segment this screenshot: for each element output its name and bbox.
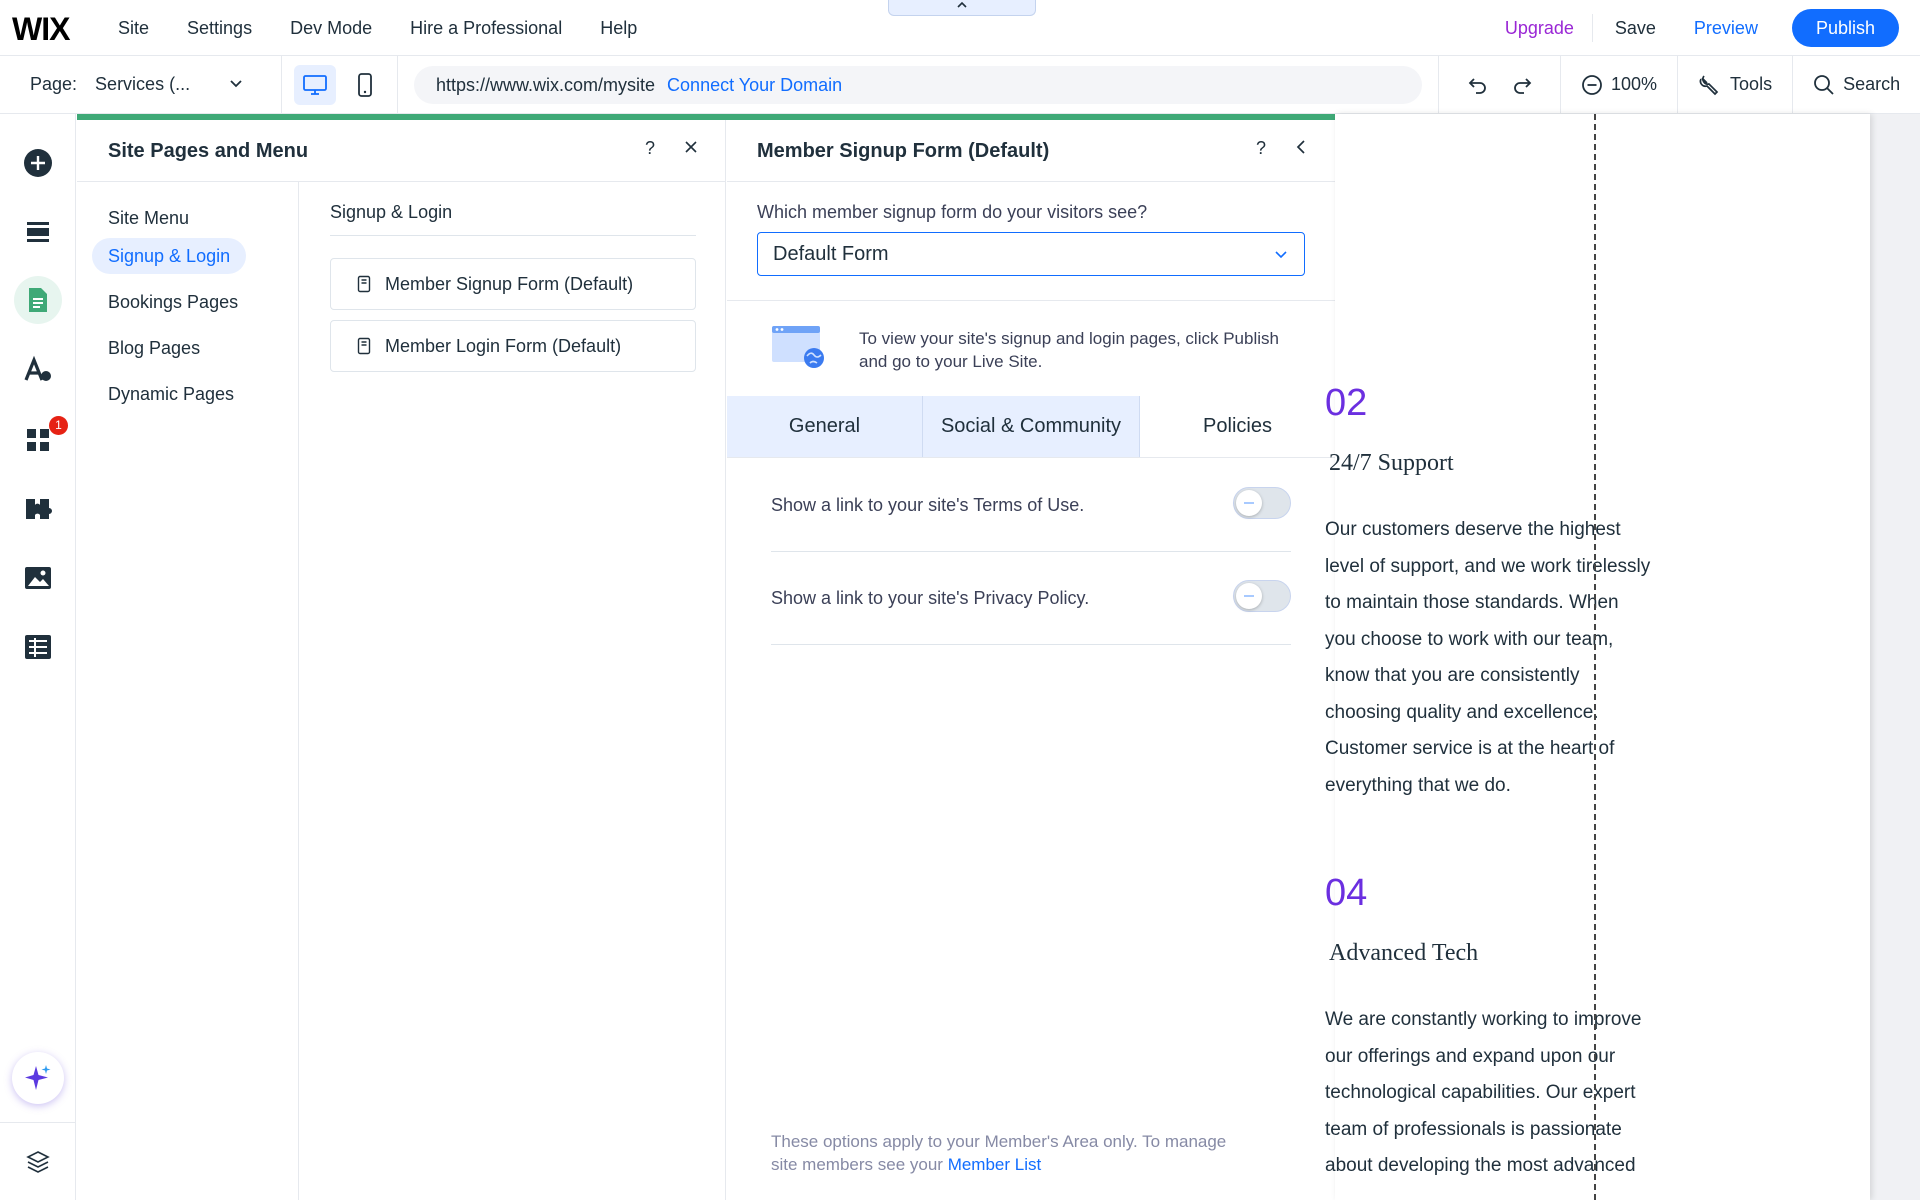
tools-label: Tools: [1730, 74, 1773, 94]
footer-text: These options apply to your Member's Area only. To manage site members see your: [771, 1132, 1227, 1174]
chevron-left-icon: [1293, 138, 1309, 156]
chevron-down-icon: [1272, 245, 1290, 263]
text-line: choosing quality and excellence.: [1325, 701, 1599, 723]
page-item-label: Member Login Form (Default): [385, 335, 622, 356]
add-elements-button[interactable]: [14, 139, 62, 187]
service-description[interactable]: [1325, 1002, 1685, 1185]
menu-site[interactable]: Site: [118, 17, 150, 38]
close-icon: [683, 139, 699, 155]
terms-of-use-label: Show a link to your site's Terms of Use.: [771, 495, 1085, 515]
info-notice: [727, 300, 1335, 396]
menu-help[interactable]: Help: [600, 17, 638, 38]
device-switcher: [282, 56, 398, 113]
menu-hire-professional[interactable]: Hire a Professional: [410, 17, 563, 38]
menu-settings[interactable]: Settings: [187, 17, 253, 38]
page-icon: [357, 275, 371, 293]
nav-bookings-pages[interactable]: Bookings Pages: [108, 292, 239, 312]
apps-icon: [25, 427, 51, 453]
tab-policies[interactable]: Policies: [1140, 396, 1335, 457]
sections-icon: [24, 218, 52, 246]
text-line: our offerings and expand upon our: [1325, 1045, 1616, 1067]
mobile-icon: [356, 72, 374, 98]
layers-button[interactable]: [14, 1138, 62, 1186]
info-text: To view your site's signup and login pages, click Publish and go to your Live Site.: [859, 329, 1279, 371]
member-list-link[interactable]: Member List: [947, 1155, 1042, 1174]
sidebar-divider: [0, 1122, 76, 1123]
editor-toolbar: [0, 56, 1920, 114]
privacy-policy-label: Show a link to your site's Privacy Policy.: [771, 588, 1090, 608]
collapse-toolbar-handle[interactable]: [888, 0, 1036, 16]
text-line: everything that we do.: [1325, 774, 1511, 796]
text-line: technological capabilities. Our expert: [1325, 1082, 1636, 1103]
site-pages-panel: [77, 120, 726, 1200]
gridline-guide: [1594, 114, 1596, 1200]
text-line: about developing the most advanced: [1325, 1155, 1636, 1176]
ai-assistant-button[interactable]: [12, 1052, 64, 1104]
menu-dev-mode[interactable]: Dev Mode: [290, 17, 373, 38]
terms-of-use-row: [771, 459, 1291, 552]
undo-redo-group: [1438, 56, 1560, 113]
panel-header: [77, 120, 726, 182]
pages-icon: [25, 286, 51, 314]
top-bar: [0, 0, 1920, 56]
cms-button[interactable]: [14, 623, 62, 671]
layers-icon: [25, 1149, 51, 1175]
media-button[interactable]: [14, 554, 62, 602]
terms-of-use-toggle[interactable]: [1233, 487, 1291, 519]
wrench-icon: [1698, 73, 1722, 97]
mobile-view-button[interactable]: [344, 65, 386, 105]
help-icon[interactable]: ?: [645, 138, 656, 158]
desktop-view-button[interactable]: [294, 65, 336, 105]
text-line: We are constantly working to improve: [1325, 1009, 1642, 1030]
text-line: team of professionals is passionate: [1325, 1118, 1622, 1140]
editor-canvas[interactable]: [1325, 114, 1920, 1200]
text-line: know that you are consistently: [1325, 665, 1580, 686]
nav-dynamic-pages[interactable]: Dynamic Pages: [108, 384, 235, 404]
site-url: https://www.wix.com/mysite: [436, 74, 656, 95]
text-line: Customer service is at the heart of: [1325, 738, 1615, 759]
help-icon[interactable]: ?: [1256, 138, 1267, 158]
section-title: Signup & Login: [330, 202, 696, 236]
service-number[interactable]: 02: [1325, 382, 1368, 424]
site-design-button[interactable]: [14, 346, 62, 394]
media-icon: [24, 566, 52, 590]
ai-assistant-icon: [23, 1063, 53, 1093]
redo-icon[interactable]: [1510, 73, 1534, 97]
toggle-knob: [1236, 490, 1262, 516]
page-item-member-login[interactable]: [330, 320, 696, 372]
privacy-policy-row: [771, 552, 1291, 645]
service-description[interactable]: [1325, 512, 1685, 804]
page-selector[interactable]: [0, 56, 282, 113]
close-panel-button[interactable]: [683, 138, 699, 161]
nav-blog-pages[interactable]: Blog Pages: [108, 338, 201, 358]
service-title[interactable]: Advanced Tech: [1329, 940, 1479, 966]
tab-social-community[interactable]: Social & Community: [923, 396, 1140, 457]
text-line: Our customers deserve the highest: [1325, 519, 1621, 540]
zoom-control[interactable]: [1560, 56, 1677, 113]
toggle-knob: [1236, 583, 1262, 609]
site-page: [1325, 114, 1870, 1200]
publish-button[interactable]: Publish: [1792, 9, 1899, 47]
nav-signup-login[interactable]: Signup & Login: [92, 238, 246, 274]
page-selector-value: Services (...: [95, 74, 191, 94]
page-item-label: Member Signup Form (Default): [385, 273, 634, 294]
member-signup-panel: [727, 120, 1335, 1200]
business-tools-button[interactable]: [14, 485, 62, 533]
desktop-icon: [302, 73, 328, 97]
signup-panel-header: [727, 120, 1335, 182]
business-icon: [23, 495, 53, 523]
form-question: Which member signup form do your visitors see?: [757, 202, 1148, 222]
search-icon: [1813, 74, 1835, 96]
pages-menu-button[interactable]: [14, 276, 62, 324]
signup-form-dropdown[interactable]: [757, 232, 1305, 276]
search-button[interactable]: [1792, 56, 1922, 113]
right-tools: [1438, 56, 1922, 113]
preview-button[interactable]: Preview: [1693, 17, 1758, 38]
nav-site-menu[interactable]: Site Menu: [108, 208, 190, 228]
page-selector-label: Page:: [30, 74, 78, 94]
search-label: Search: [1843, 74, 1901, 94]
wix-logo[interactable]: WIX: [12, 11, 70, 47]
text-line: you choose to work with our team,: [1325, 628, 1614, 650]
chevron-down-icon: [226, 74, 246, 94]
chevron-up-icon: [956, 0, 968, 10]
tools-button[interactable]: [1677, 56, 1792, 113]
main-menu: [118, 0, 637, 56]
text-line: to maintain those standards. When: [1325, 592, 1619, 613]
signup-panel-title: Member Signup Form (Default): [757, 140, 1050, 162]
upgrade-link[interactable]: Upgrade: [1487, 14, 1593, 42]
design-icon: [23, 356, 53, 384]
footer-note: [771, 1130, 1231, 1176]
notification-badge: 1: [49, 416, 68, 435]
panel-title: Site Pages and Menu: [108, 140, 309, 162]
settings-tabs: [727, 396, 1335, 458]
dropdown-value: Default Form: [773, 243, 889, 265]
zoom-level: 100%: [1611, 74, 1658, 94]
text-line: level of support, and we work tirelessly: [1325, 555, 1651, 577]
page-item-member-signup[interactable]: [330, 258, 696, 310]
page-icon: [357, 337, 371, 355]
pages-nav: [77, 182, 299, 1200]
browser-globe-icon: [771, 325, 827, 369]
save-button[interactable]: Save: [1614, 17, 1656, 38]
add-section-button[interactable]: [14, 208, 62, 256]
service-title[interactable]: 24/7 Support: [1329, 450, 1454, 476]
zoom-out-icon: [1581, 74, 1603, 96]
add-icon: [23, 148, 53, 178]
connect-domain-link[interactable]: Connect Your Domain: [667, 74, 843, 95]
cms-icon: [24, 634, 52, 660]
top-actions: [1487, 0, 1920, 56]
tab-general[interactable]: General: [727, 396, 923, 457]
url-bar[interactable]: [414, 66, 1422, 104]
left-sidebar: [0, 114, 76, 1200]
add-apps-button[interactable]: [14, 416, 62, 464]
collapse-panel-button[interactable]: [1293, 138, 1309, 162]
privacy-policy-toggle[interactable]: [1233, 580, 1291, 612]
undo-icon[interactable]: [1466, 73, 1490, 97]
service-number[interactable]: 04: [1325, 872, 1368, 914]
